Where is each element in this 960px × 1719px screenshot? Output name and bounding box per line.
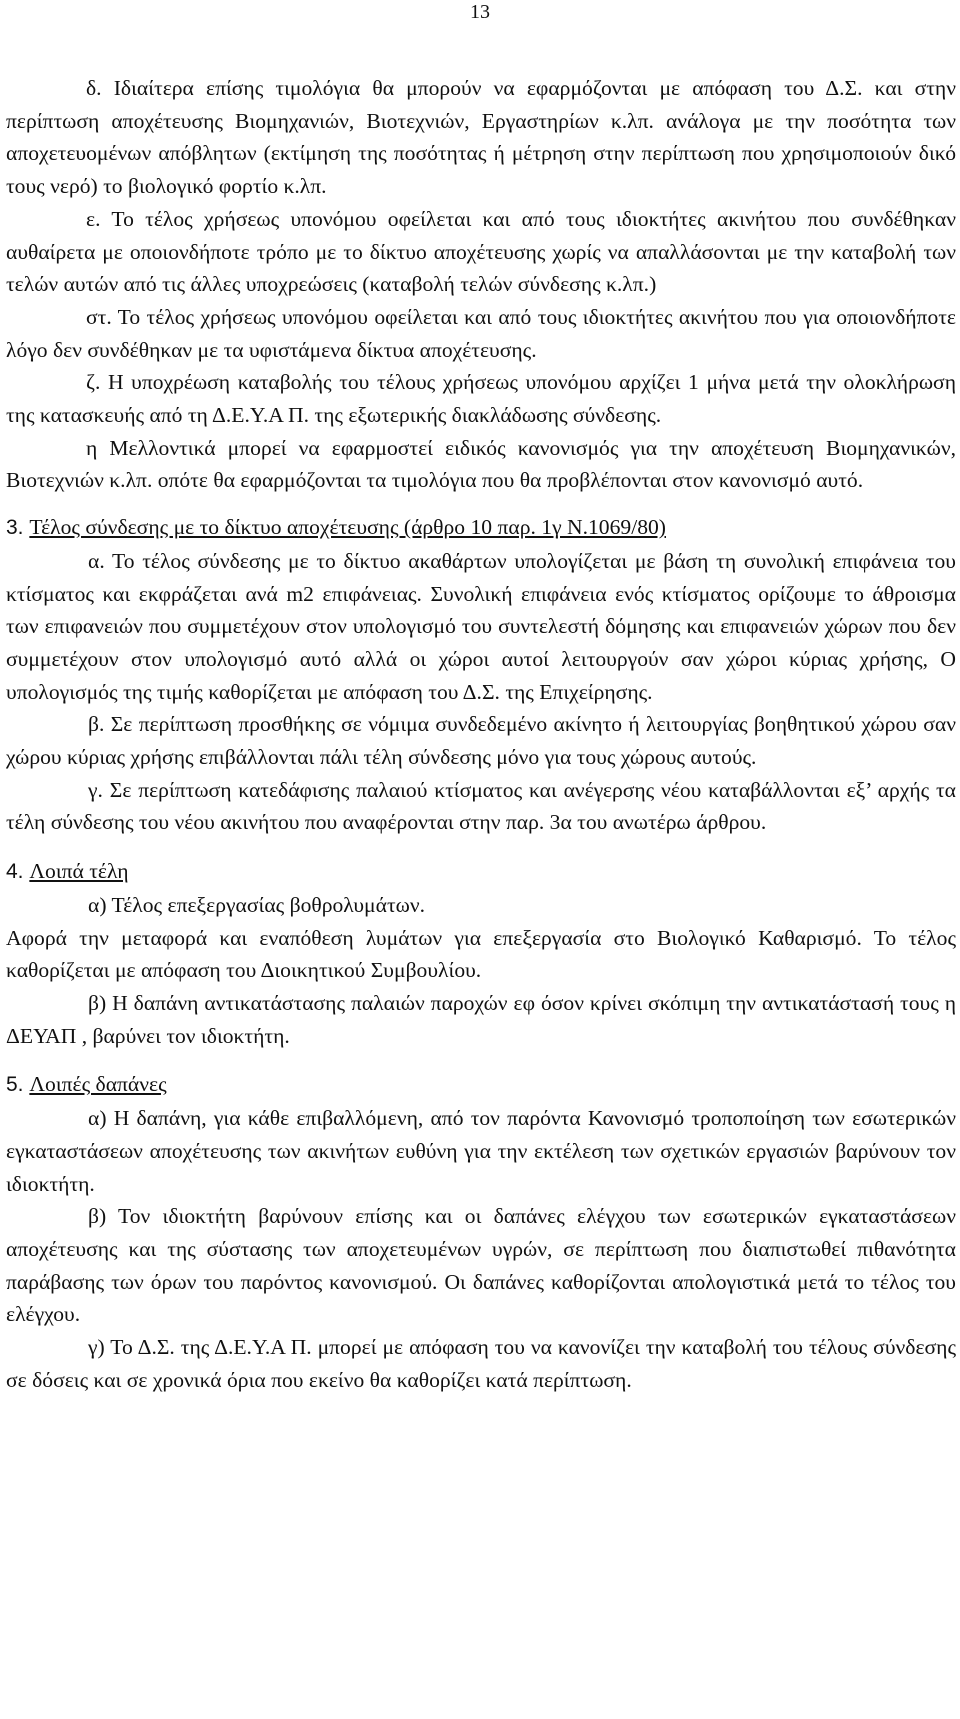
section-4-title: Λοιπά τέλη: [29, 859, 129, 884]
paragraph-4a-text: Αφορά την μεταφορά και εναπόθεση λυμάτων για επεξεργασία στο Βιολογικό Καθαρισμό. Το τέλος καθορίζεται με απόφαση του Διοικητικού Συμβουλίου.: [6, 925, 956, 983]
paragraph-2st: στ. Το τέλος χρήσεως υπονόμου οφείλεται και από τους ιδιοκτήτες ακινήτου που για οποιονδήποτε λόγο δεν συνδέθηκαν με τα υφιστάμενα δίκτυα αποχέτευσης.: [6, 304, 956, 362]
spacer: [6, 497, 956, 511]
paragraph-5a: α) Η δαπάνη, για κάθε επιβαλλόμενη, από τον παρόντα Κανονισμό τροποποίηση των εσωτερικών εγκαταστάσεων αποχέτευσης των ακινήτων ευθύνη για την εκτέλεση των σχετικών εργασιών βαρύνουν τον ιδιοκτήτη.: [6, 1106, 956, 1196]
paragraph-5b: β) Τον ιδιοκτήτη βαρύνουν επίσης και οι δαπάνες ελέγχου των εσωτερικών εγκαταστάσεων αποχέτευσης και της σύστασης των αποχετευμένων υγρών, σε περίπτωση που διαπιστωθεί πιθανότητα παράβασης των όρων του παρόντος κανονισμού. Οι δαπάνες καθορίζονται απολογιστικά μετά το τέλος του ελέγχου.: [6, 1204, 956, 1327]
paragraph-2e: ε. Το τέλος χρήσεως υπονόμου οφείλεται και από τους ιδιοκτήτες ακινήτου που συνδέθηκαν αυθαίρετα με οποιονδήποτε τρόπο με το δίκτυο αποχέτευσης χωρίς να απαλλάσονται με την καταβολή των τελών αυτών από τις άλλες υποχρεώσεις (καταβολή τελών σύνδεσης κ.λπ.): [6, 206, 956, 297]
paragraph-3a: α. Το τέλος σύνδεσης με το δίκτυο ακαθάρτων υπολογίζεται με βάση τη συνολική επιφάνεια του κτίσματος και εκφράζεται ανά m2 επιφάνειας. Συνολική επιφάνεια ενός κτίσματος ορίζουμε το άθροισμα των επιφανειών που συμμετέχουν στον υπολογισμό του συντελεστή δόμησης και επιφανειών χώρων που δεν συμμετέχουν στον υπολογισμό αυτό αλλά οι χώροι αυτοί λειτουργούν σαν χώροι κύριας χρήσης, Ο υπολογισμός της τιμής καθορίζεται με απόφαση του Δ.Σ. της Επιχείρησης.: [6, 548, 956, 704]
section-4-number: 4.: [6, 860, 24, 884]
paragraph-5c: γ) Το Δ.Σ. της Δ.Ε.Υ.Α Π. μπορεί με απόφαση του να κανονίζει την καταβολή του τέλους σύνδεσης σε δόσεις και σε χρονικά όρια που εκείνο θα καθορίζει κατά περίπτωση.: [6, 1335, 956, 1392]
paragraph-2z: ζ. Η υποχρέωση καταβολής του τέλους χρήσεως υπονόμου αρχίζει 1 μήνα μετά την ολοκλήρωση της κατασκευής από τη Δ.Ε.Υ.Α Π. της εξωτερικής διακλάδωσης σύνδεσης.: [6, 370, 956, 428]
paragraph-4a-title: α) Τέλος επεξεργασίας βοθρολυμάτων.: [88, 892, 425, 917]
section-3-heading: [6, 511, 956, 545]
document-body: [6, 72, 956, 1396]
section-4-heading: [6, 855, 956, 889]
paragraph-2h: η Μελλοντικά μπορεί να εφαρμοστεί ειδικός κανονισμός για την αποχέτευση Βιομηχανικών, Βιοτεχνιών κ.λπ. οπότε θα εφαρμόζονται τα τιμολόγια που θα προβλέπονται στον κανονισμό αυτό.: [6, 435, 956, 493]
paragraph-3b: β. Σε περίπτωση προσθήκης σε νόμιμα συνδεδεμένο ακίνητο ή λειτουργίας βοηθητικού χώρου σαν χώρου κύριας χρήσης επιβάλλονται πάλι τέλη σύνδεσης μόνο για τους χώρους αυτούς.: [6, 712, 956, 770]
paragraph-4b: β) Η δαπάνη αντικατάστασης παλαιών παροχών εφ όσον κρίνει σκόπιμη την αντικατάστασή τους η ΔΕΥΑΠ , βαρύνει τον ιδιοκτήτη.: [6, 990, 956, 1048]
section-5-title: Λοιπές δαπάνες: [29, 1072, 167, 1097]
spacer: [6, 839, 956, 855]
paragraph-2d: δ. Ιδιαίτερα επίσης τιμολόγια θα μπορούν να εφαρμόζονται με απόφαση του Δ.Σ. και στην περίπτωση αποχέτευσης Βιομηχανιών, Βιοτεχνιών, Εργαστηρίων κ.λπ. ανάλογα με την ποσότητα των αποχετευομένων απόβλητων (εκτίμηση της ποσότητας ή μέτρηση στην περίπτωση που χρησιμοποιούν δικό τους νερό) το βιολογικό φορτίο κ.λπ.: [6, 76, 956, 199]
spacer: [6, 1052, 956, 1068]
section-3-number: 3.: [6, 516, 24, 540]
section-3-title: Τέλος σύνδεσης με το δίκτυο αποχέτευσης (άρθρο 10 παρ. 1γ Ν.1069/80): [29, 515, 666, 540]
section-5-number: 5.: [6, 1073, 24, 1097]
page-number: 13: [470, 1, 490, 23]
section-5-heading: [6, 1068, 956, 1102]
paragraph-3c: γ. Σε περίπτωση κατεδάφισης παλαιού κτίσματος και ανέγερσης νέου καταβάλλονται εξ’ αρχής τα τέλη σύνδεσης του νέου ακινήτου που αναφέρονται στην παρ. 3α του ανωτέρω άρθρου.: [6, 777, 956, 835]
